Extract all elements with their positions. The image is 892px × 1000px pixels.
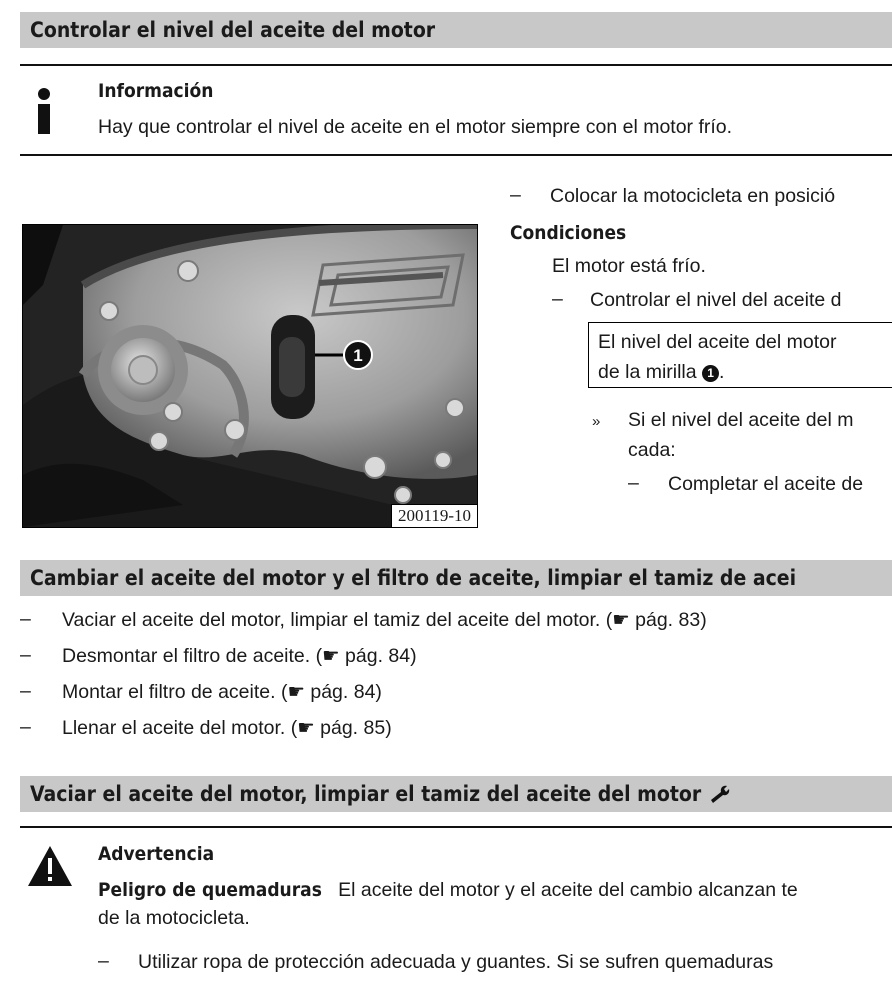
- step-text: Utilizar ropa de protección adecuada y guantes. Si se sufren quemaduras: [138, 951, 774, 973]
- spec-text-line1: El nivel del aceite del motor: [598, 331, 837, 353]
- page-ref-link[interactable]: pág. 83: [635, 609, 701, 631]
- list-item: Vaciar el aceite del motor, limpiar el tamiz del aceite del motor. (☛ pág. 83): [62, 609, 707, 631]
- condition-text: El motor está frío.: [552, 255, 706, 277]
- info-icon: [24, 84, 68, 136]
- callout-marker: 1: [702, 365, 719, 382]
- info-text: Hay que controlar el nivel de aceite en el motor siempre con el motor frío.: [98, 116, 733, 138]
- bullet-dash: –: [20, 608, 31, 630]
- page-ref-icon: ☛: [297, 717, 315, 739]
- divider: [20, 154, 892, 156]
- step-text: Controlar el nivel del aceite d: [590, 289, 842, 311]
- bullet-dash: –: [628, 472, 639, 494]
- section-header-bar: [20, 12, 892, 48]
- page-ref-icon: ☛: [287, 681, 305, 703]
- bullet-dash: –: [552, 288, 563, 310]
- warning-emphasis: Peligro de quemaduras: [98, 879, 322, 901]
- bullet-dash: –: [20, 644, 31, 666]
- result-text-line1: Si el nivel del aceite del m: [628, 409, 854, 431]
- step-text: Colocar la motocicleta en posició: [550, 185, 836, 207]
- warning-heading: Advertencia: [98, 843, 215, 865]
- list-item: Desmontar el filtro de aceite. (☛ pág. 84): [62, 645, 417, 667]
- section-header-bar: [20, 776, 892, 812]
- list-item: Llenar el aceite del motor. (☛ pág. 85): [62, 717, 392, 739]
- engine-photo: [22, 224, 478, 528]
- spec-text-line2: de la mirilla 1 .: [598, 361, 725, 383]
- svg-text:1: 1: [353, 346, 363, 365]
- wrench-icon: [709, 784, 733, 804]
- substep-text: Completar el aceite de: [668, 473, 864, 495]
- info-heading: Información: [98, 80, 214, 102]
- section-header-bar: [20, 560, 892, 596]
- section-title: Cambiar el aceite del motor y el filtro de aceite, limpiar el tamiz de acei: [30, 566, 797, 590]
- divider: [20, 826, 892, 828]
- page-ref-link[interactable]: pág. 84: [310, 681, 376, 703]
- section-title: Controlar el nivel del aceite del motor: [30, 18, 436, 42]
- warning-icon: [26, 844, 74, 888]
- engine-illustration: [23, 225, 477, 527]
- section-title: Vaciar el aceite del motor, limpiar el tamiz del aceite del motor: [30, 782, 702, 806]
- result-marker: »: [592, 413, 601, 430]
- conditions-heading: Condiciones: [510, 222, 627, 244]
- bullet-dash: –: [20, 716, 31, 738]
- divider: [20, 64, 892, 66]
- list-item: Montar el filtro de aceite. (☛ pág. 84): [62, 681, 382, 703]
- warning-text: Peligro de quemaduras El aceite del motor y el aceite del cambio alcanzan te: [98, 879, 798, 901]
- bullet-dash: –: [20, 680, 31, 702]
- figure-code: 200119-10: [391, 504, 477, 527]
- result-text-line2: cada:: [628, 439, 676, 461]
- bullet-dash: –: [510, 184, 521, 206]
- page-ref-link[interactable]: pág. 84: [345, 645, 411, 667]
- page-ref-icon: ☛: [612, 609, 630, 631]
- bullet-dash: –: [98, 950, 109, 972]
- warning-text-line2: de la motocicleta.: [98, 907, 250, 929]
- page-ref-link[interactable]: pág. 85: [320, 717, 386, 739]
- page-ref-icon: ☛: [322, 645, 340, 667]
